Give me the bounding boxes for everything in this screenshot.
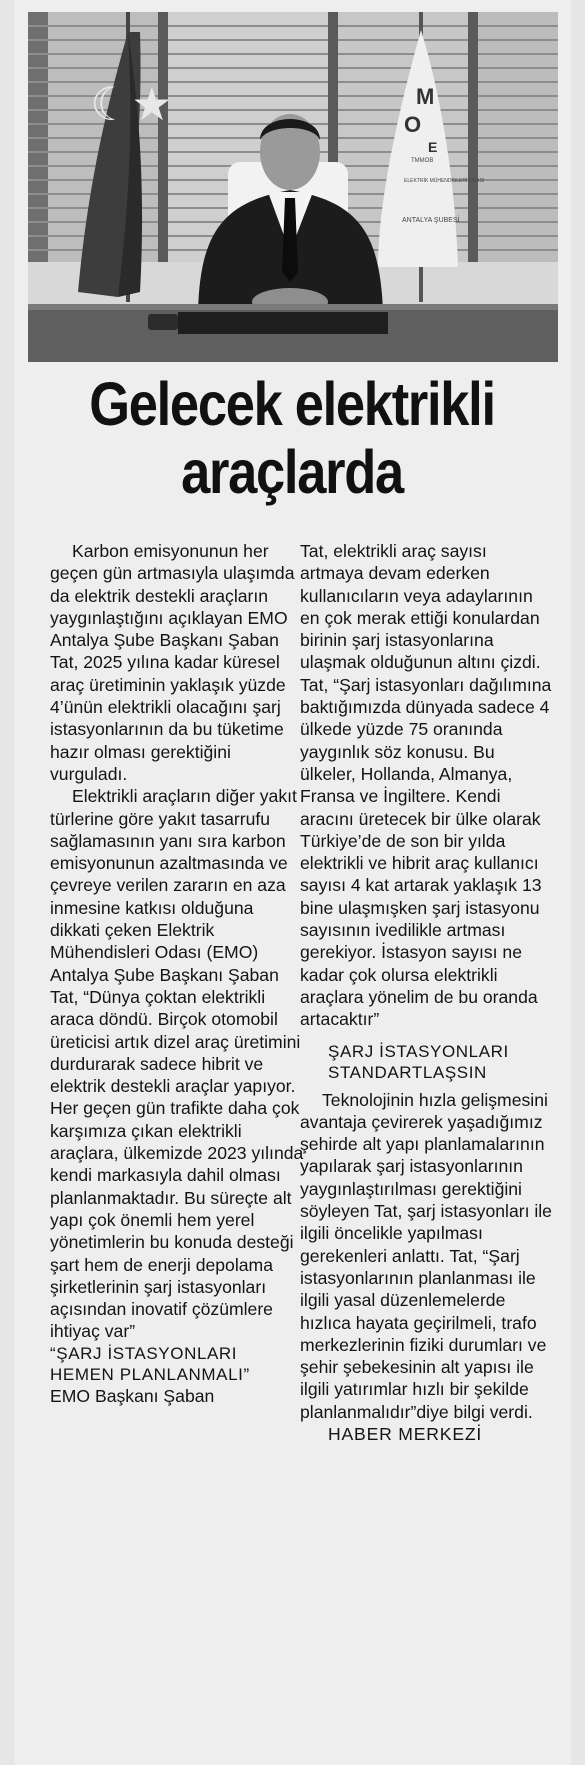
article-author: HABER MERKEZİ <box>328 1423 483 1444</box>
left-column <box>50 540 304 1407</box>
desk-blotter <box>178 312 388 334</box>
right-subhead: ŞARJ İSTASYONLARI STANDARTLAŞSIN <box>328 1041 509 1082</box>
left-subhead: “ŞARJ İSTASYONLARI HEMEN PLANLANMALI” <box>50 1343 250 1384</box>
headline-line-1: Gelecek elektrikli <box>89 370 495 438</box>
svg-text:☾★: ☾★ <box>90 77 173 131</box>
svg-text:O: O <box>404 112 422 137</box>
right-paragraph-1: Tat, elektrikli araç sayısı artmaya devam ederken kullanıcıların veya adaylarının en çok merak ettiği konulardan birinin şarj istasyonlarına ulaşmak olduğunun altını çizdi. Tat, “Şarj istasyonları dağılımına baktığımızda dünyada sadece 4 ülkede yüzde 75 oranında yaygınlık söz konusu. Bu ülkeler, Hollanda, Almanya, Fransa ve İngiltere. Kendi aracını üretecek bir ülke olarak Türkiye’de de son bir yılda elektrikli ve hibrit araç kullanıcı sayısı 4 kat artarak yaklaşık 13 bine ulaşmışken şarj istasyonu sayısının ivedilikle artması gerekiyor. İstasyon sayısı ne kadar çok olursa elektrikli araçlara yönelim de bu oranda artacaktır” <box>300 541 552 1030</box>
left-paragraph-1: Karbon emisyonunun her geçen gün artmasıyla ulaşımda da elektrik destekli araçların yaygınlaştığını açıklayan EMO Antalya Şube Başkanı Şaban Tat, 2025 yılına kadar küresel araç üretiminin yaklaşık yüzde 4’ünün elektrikli olacağını şarj istasyonlarının da bu tüketime hazır olması gerektiğini vurguladı. <box>50 541 295 784</box>
article-headline <box>60 370 524 506</box>
svg-text:M: M <box>416 84 435 109</box>
svg-text:TMMOB: TMMOB <box>411 158 434 164</box>
left-paragraph-2: Elektrikli araçların diğer yakıt türlerine göre yakıt tasarrufu sağlamasının yanı sıra karbon emisyonunun azaltmasında ve çevreye verilen zararın en aza inmesine katkısı olduğuna dikkati çeken Elektrik Mühendisleri Odası (EMO) Antalya Şube Başkanı Şaban Tat, “Dünya çoktan elektrikli araca döndü. Birçok otomobil üreticisi artık dizel araç üretimini durdurarak sadece hibrit ve elektrik destekli araçlar yapıyor. Her geçen gün trafikte daha çok karşımıza çıkan elektrikli araçlara, ülkemizde 2023 yılında kendi markasıyla dahil olması planlanmaktadır. Bu süreçte alt yapı çok önemli hem yerel yönetimlerin bu konuda desteği şart hem de enerji depolama şirketlerinin şarj istasyonları açısından inovatif çözümlere ihtiyaç var” <box>50 786 304 1342</box>
article-photo <box>28 12 558 362</box>
svg-text:ELEKTRİK MÜHENDİSLERİ ODASI: ELEKTRİK MÜHENDİSLERİ ODASI <box>404 178 485 184</box>
headline-line-2: araçlarda <box>181 438 403 506</box>
left-tail-text: EMO Başkanı Şaban <box>50 1385 215 1406</box>
right-column <box>300 540 554 1445</box>
phone <box>148 314 178 330</box>
right-paragraph-2: Teknolojinin hızla gelişmesini avantaja çevirerek yaşadığımız şehirde alt yapı planlamalarının yapılarak şarj istasyonlarının yaygınlaştırılması gerektiğini söyleyen Tat, şarj istasyonları ile ilgili öncelikle yapılması gerekenleri anlattı. Tat, “Şarj istasyonlarının planlanması ile ilgili yasal düzenlemelerde hızlıca hayata geçirilmeli, trafo merkezlerinin fiziki durumları ve şehir şebekesinin alt yapısı ile ilgili yatırımlar hızlı bir şekilde planlanmalıdır”diye bilgi verdi. <box>300 1089 552 1422</box>
svg-text:ANTALYA ŞUBESİ: ANTALYA ŞUBESİ <box>402 217 460 224</box>
svg-text:E: E <box>428 139 438 155</box>
